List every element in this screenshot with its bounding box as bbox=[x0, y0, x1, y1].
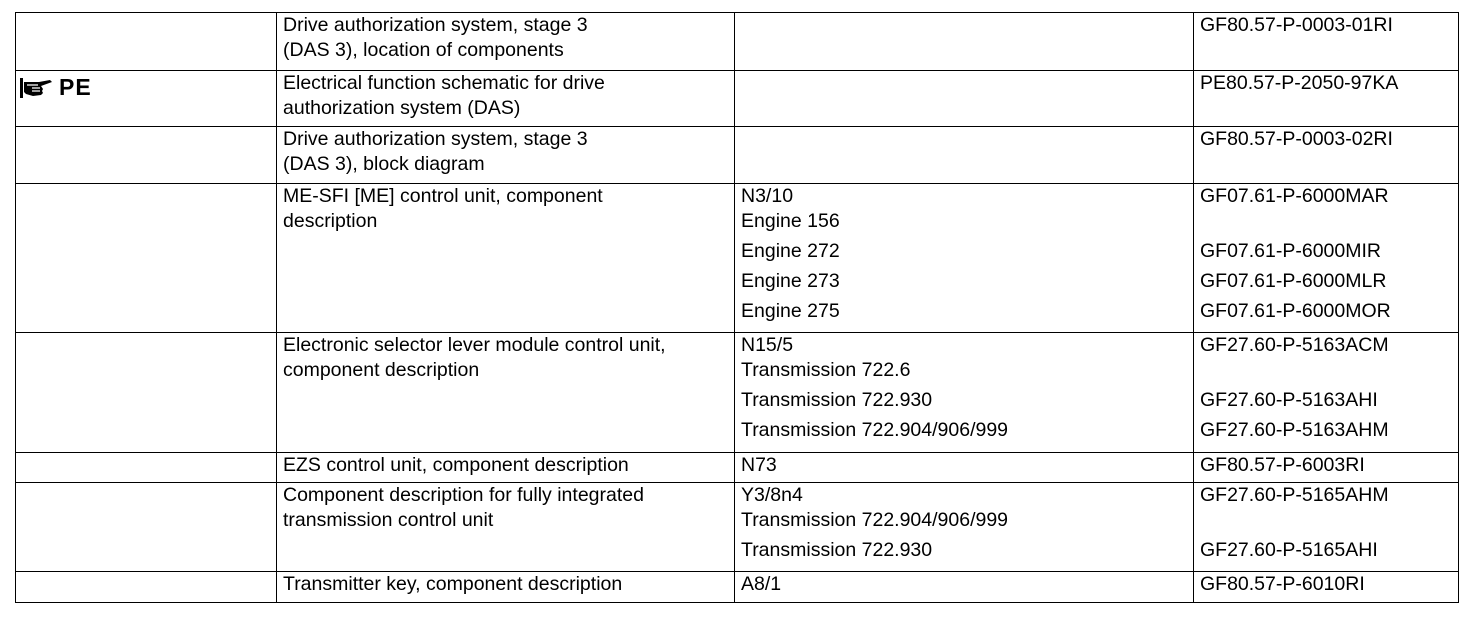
icon-cell bbox=[16, 333, 277, 453]
description-cell bbox=[277, 71, 735, 127]
description-cell bbox=[277, 127, 735, 184]
component-code: N15/5 bbox=[741, 334, 794, 356]
table-row bbox=[16, 13, 1459, 71]
transmission-variant: Transmission 722.930 bbox=[741, 389, 933, 411]
icon-cell bbox=[16, 572, 277, 603]
description-line: Electronic selector lever module control unit, bbox=[283, 334, 666, 356]
document-reference-link[interactable]: GF80.57-P-6003RI bbox=[1200, 454, 1365, 476]
description-line: (DAS 3), block diagram bbox=[283, 153, 485, 175]
transmission-variant: Transmission 722.930 bbox=[741, 539, 933, 561]
table-row bbox=[16, 572, 1459, 603]
engine-variant: Engine 272 bbox=[741, 240, 840, 262]
component-cell bbox=[735, 13, 1194, 71]
component-code: N73 bbox=[741, 454, 777, 476]
document-reference-link[interactable]: GF07.61-P-6000MIR bbox=[1200, 240, 1381, 262]
description-line: description bbox=[283, 210, 378, 232]
document-reference-link[interactable]: GF07.61-P-6000MAR bbox=[1200, 185, 1389, 207]
description-line: component description bbox=[283, 359, 480, 381]
transmission-variant: Transmission 722.904/906/999 bbox=[741, 509, 1009, 531]
transmission-variant: Transmission 722.6 bbox=[741, 359, 911, 381]
document-reference-link[interactable]: PE80.57-P-2050-97KA bbox=[1200, 72, 1399, 94]
component-cell bbox=[735, 71, 1194, 127]
table-row bbox=[16, 71, 1459, 127]
description-line: Component description for fully integrated bbox=[283, 484, 644, 506]
engine-variant: Engine 275 bbox=[741, 300, 840, 322]
reference-cell bbox=[1194, 184, 1459, 333]
document-reference-link[interactable]: GF07.61-P-6000MOR bbox=[1200, 300, 1391, 322]
table-row bbox=[16, 483, 1459, 572]
description-line: (DAS 3), location of components bbox=[283, 39, 564, 61]
reference-cell bbox=[1194, 333, 1459, 453]
pe-marker[interactable] bbox=[19, 75, 92, 100]
component-cell bbox=[735, 483, 1194, 572]
description-line: transmission control unit bbox=[283, 509, 494, 531]
component-cell bbox=[735, 453, 1194, 483]
description-line: Drive authorization system, stage 3 bbox=[283, 14, 588, 36]
description-cell bbox=[277, 453, 735, 483]
component-cell bbox=[735, 333, 1194, 453]
description-line: Drive authorization system, stage 3 bbox=[283, 128, 588, 150]
icon-cell bbox=[16, 71, 277, 127]
document-reference-link[interactable]: GF27.60-P-5163AHI bbox=[1200, 389, 1378, 411]
description-line: EZS control unit, component description bbox=[283, 454, 629, 476]
document-reference-link[interactable]: GF27.60-P-5165AHM bbox=[1200, 484, 1389, 506]
table-row bbox=[16, 127, 1459, 184]
pointing-hand-icon bbox=[19, 76, 53, 100]
document-reference-link[interactable]: GF27.60-P-5165AHI bbox=[1200, 539, 1378, 561]
component-code: Y3/8n4 bbox=[741, 484, 803, 506]
reference-cell bbox=[1194, 572, 1459, 603]
component-cell bbox=[735, 184, 1194, 333]
reference-table bbox=[15, 12, 1459, 603]
description-line: authorization system (DAS) bbox=[283, 97, 521, 119]
document-reference-link[interactable]: GF07.61-P-6000MLR bbox=[1200, 270, 1387, 292]
table-row bbox=[16, 333, 1459, 453]
table-row bbox=[16, 453, 1459, 483]
transmission-variant: Transmission 722.904/906/999 bbox=[741, 419, 1009, 441]
component-cell bbox=[735, 127, 1194, 184]
engine-variant: Engine 273 bbox=[741, 270, 840, 292]
document-reference-link[interactable]: GF27.60-P-5163ACM bbox=[1200, 334, 1389, 356]
engine-variant: Engine 156 bbox=[741, 210, 840, 232]
description-line: ME-SFI [ME] control unit, component bbox=[283, 185, 603, 207]
component-code: N3/10 bbox=[741, 185, 794, 207]
description-line: Electrical function schematic for drive bbox=[283, 72, 605, 94]
reference-cell bbox=[1194, 483, 1459, 572]
document-reference-link[interactable]: GF80.57-P-0003-01RI bbox=[1200, 14, 1393, 36]
table-row bbox=[16, 184, 1459, 333]
icon-cell bbox=[16, 13, 277, 71]
description-cell bbox=[277, 333, 735, 453]
pe-label: PE bbox=[59, 74, 92, 100]
document-reference-link[interactable]: GF27.60-P-5163AHM bbox=[1200, 419, 1389, 441]
reference-cell bbox=[1194, 13, 1459, 71]
icon-cell bbox=[16, 453, 277, 483]
component-cell bbox=[735, 572, 1194, 603]
description-cell bbox=[277, 572, 735, 603]
reference-cell bbox=[1194, 453, 1459, 483]
document-reference-link[interactable]: GF80.57-P-0003-02RI bbox=[1200, 128, 1393, 150]
description-line: Transmitter key, component description bbox=[283, 573, 623, 595]
document-reference-link[interactable]: GF80.57-P-6010RI bbox=[1200, 573, 1365, 595]
document-reference-link[interactable] bbox=[1200, 508, 1452, 533]
icon-cell bbox=[16, 184, 277, 333]
reference-cell bbox=[1194, 127, 1459, 184]
document-reference-link[interactable] bbox=[1200, 358, 1452, 383]
description-cell bbox=[277, 184, 735, 333]
reference-cell bbox=[1194, 71, 1459, 127]
description-cell bbox=[277, 483, 735, 572]
component-code: A8/1 bbox=[741, 573, 782, 595]
document-reference-link[interactable] bbox=[1200, 209, 1452, 234]
description-cell bbox=[277, 13, 735, 71]
icon-cell bbox=[16, 483, 277, 572]
icon-cell bbox=[16, 127, 277, 184]
